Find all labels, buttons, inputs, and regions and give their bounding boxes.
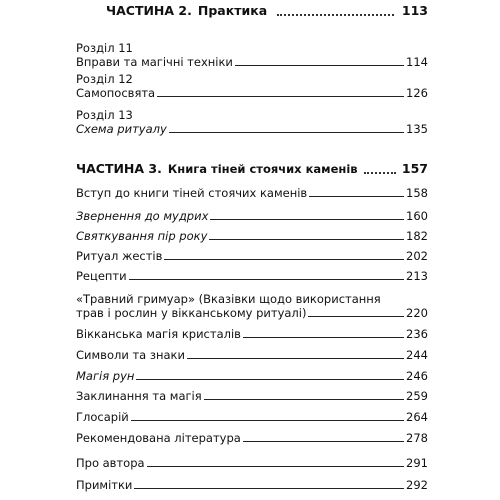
- toc-entry: [76, 410, 428, 424]
- leader-line: [134, 488, 404, 489]
- leader-line: [243, 337, 404, 338]
- leader-dots: [364, 172, 396, 174]
- leader-line: [131, 420, 404, 421]
- leader-line: [164, 259, 404, 260]
- part-name: Книга тіней стоячих каменів: [167, 162, 358, 176]
- entry-title: Рекомендована література: [76, 431, 241, 445]
- leader-line: [235, 65, 404, 66]
- leader-line: [209, 239, 404, 240]
- page-number: 202: [406, 249, 428, 263]
- part-number: ЧАСТИНА 2.: [106, 3, 192, 18]
- toc-entry: [76, 389, 428, 403]
- entry-title: трав і рослин у вікканському ритуалі): [76, 306, 307, 320]
- page-number: 157: [401, 161, 428, 176]
- section-heading: Розділ 12: [76, 72, 133, 86]
- page-number: 160: [406, 209, 428, 223]
- entry-title: Глосарій: [76, 410, 129, 424]
- entry-title: Про автора: [76, 456, 145, 470]
- page-number: 135: [406, 122, 428, 136]
- page-number: 278: [406, 431, 428, 445]
- page-number: 182: [406, 229, 428, 243]
- page-number: 114: [406, 55, 428, 69]
- entry-title: Примітки: [76, 478, 133, 492]
- entry-title: Символи та знаки: [76, 348, 185, 362]
- toc-entry: [76, 327, 428, 341]
- entry-title: Святкування пір року: [76, 229, 208, 243]
- entry-title: Вступ до книги тіней стоячих каменів: [76, 186, 308, 200]
- toc-entry: [76, 292, 428, 320]
- entry-title: Заклинання та магія: [76, 389, 202, 403]
- entry-title: Магія рун: [76, 369, 135, 383]
- part-number: ЧАСТИНА 3.: [76, 161, 162, 176]
- part-name: Практика: [197, 3, 268, 18]
- section-heading: Розділ 13: [76, 108, 133, 122]
- page-number: 113: [401, 3, 428, 18]
- page-number: 213: [406, 269, 428, 283]
- toc-entry: [76, 369, 428, 383]
- page-number: 158: [406, 186, 428, 200]
- toc-entry: [76, 229, 428, 243]
- page-number: 291: [406, 456, 428, 470]
- leader-dots: [277, 14, 394, 16]
- entry-title: Вікканська магія кристалів: [76, 327, 241, 341]
- page-number: 126: [406, 86, 428, 100]
- leader-line: [210, 219, 404, 220]
- entry-title-line1: «Травний гримуар» (Вказівки щодо використання: [76, 292, 381, 306]
- page-number: 264: [406, 410, 428, 424]
- section-title: Вправи та магічні техніки: [76, 55, 233, 69]
- leader-line: [157, 96, 404, 97]
- leader-line: [169, 132, 404, 133]
- entry-title: Звернення до мудрих: [76, 209, 209, 223]
- toc-entry: [76, 209, 428, 223]
- page-number: 292: [406, 478, 428, 492]
- leader-line: [187, 358, 404, 359]
- section-title: Самопосвята: [76, 86, 156, 100]
- page-number: 246: [406, 369, 428, 383]
- toc-entry: [76, 431, 428, 445]
- leader-line: [204, 399, 404, 400]
- toc-entry: [76, 478, 428, 492]
- leader-line: [136, 379, 404, 380]
- page-number: 244: [406, 348, 428, 362]
- leader-line: [309, 196, 404, 197]
- toc-section: [76, 72, 428, 100]
- entry-title: Рецепти: [76, 269, 127, 283]
- toc-entry: [76, 456, 428, 470]
- leader-line: [243, 441, 404, 442]
- toc-section: [76, 108, 428, 136]
- toc-part-heading: [76, 162, 428, 176]
- page-number: 220: [406, 306, 428, 320]
- leader-line: [308, 316, 404, 317]
- toc-entry: [76, 269, 428, 283]
- toc-part-heading: [76, 4, 428, 18]
- section-heading: Розділ 11: [76, 41, 133, 55]
- toc-section: [76, 41, 428, 69]
- toc-entry: [76, 186, 428, 200]
- toc-entry: [76, 348, 428, 362]
- section-title: Схема ритуалу: [76, 122, 167, 136]
- leader-line: [147, 466, 405, 467]
- leader-line: [129, 279, 404, 280]
- toc-entry: [76, 249, 428, 263]
- page-number: 236: [406, 327, 428, 341]
- entry-title: Ритуал жестів: [76, 249, 163, 263]
- page-number: 259: [406, 389, 428, 403]
